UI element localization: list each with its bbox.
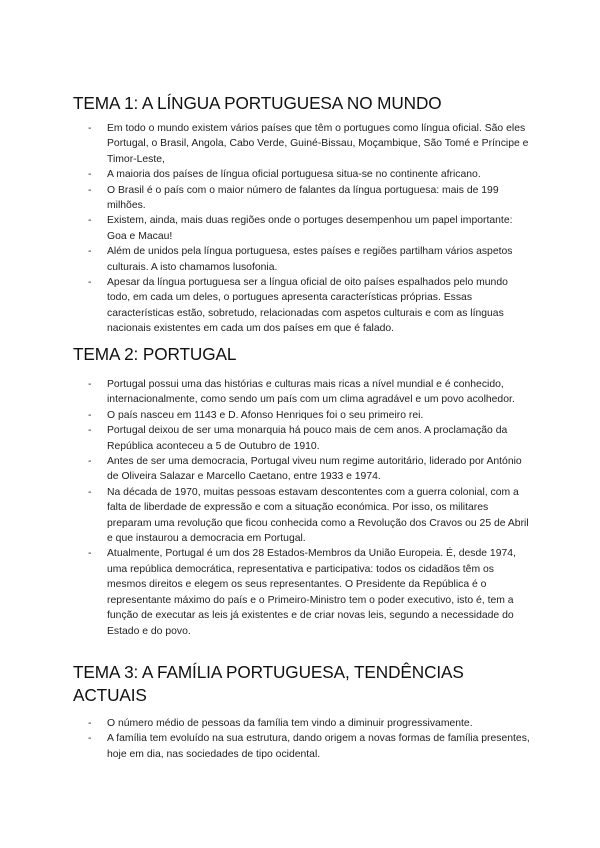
section-title: TEMA 1: A LÍNGUA PORTUGUESA NO MUNDO bbox=[73, 93, 442, 113]
list-item: - Além de unidos pela língua portuguesa, estes países e regiões partilham vários aspetos culturais. A isto chamamos lusofonia. bbox=[73, 244, 533, 275]
list-item: - Portugal deixou de ser uma monarquia há pouco mais de cem anos. A proclamação da República aconteceu a 5 de Outubro de 1910. bbox=[73, 423, 533, 454]
section-tema-3 bbox=[73, 661, 533, 762]
section-title: TEMA 3: A FAMÍLIA PORTUGUESA, TENDÊNCIAS ACTUAIS bbox=[73, 662, 464, 705]
section-title: TEMA 2: PORTUGAL bbox=[73, 344, 237, 364]
list-item: - Portugal possui uma das histórias e culturas mais ricas a nível mundial e é conhecido, internacionalmente, como sendo um país com um clima agradável e um povo acolhedor. bbox=[73, 377, 533, 408]
list-item: - O número médio de pessoas da família tem vindo a diminuir progressivamente. bbox=[73, 716, 533, 731]
bullet-list bbox=[73, 716, 533, 762]
list-item: - Existem, ainda, mais duas regiões onde o portuges desempenhou um papel importante: Goa e Macau! bbox=[73, 213, 533, 244]
bullet-list bbox=[73, 377, 533, 639]
section-tema-1 bbox=[73, 92, 533, 337]
list-item: - O país nasceu em 1143 e D. Afonso Henriques foi o seu primeiro rei. bbox=[73, 408, 533, 423]
list-item: - O Brasil é o país com o maior número de falantes da língua portuguesa: mais de 199 milhões. bbox=[73, 183, 533, 214]
list-item: - Na década de 1970, muitas pessoas estavam descontentes com a guerra colonial, com a falta de liberdade de expressão e com a situação económica. Por isso, os militares preparam uma revolução que ficou conhecida como a Revolução dos Cravos ou 25 de Abril e que instaurou a democracia em Portugal. bbox=[73, 485, 533, 547]
list-item: - A família tem evoluído na sua estrutura, dando origem a novas formas de família presentes, hoje em dia, nas sociedades de tipo ocidental. bbox=[73, 731, 533, 762]
list-item: - A maioria dos países de língua oficial portuguesa situa-se no continente africano. bbox=[73, 167, 533, 182]
list-item: - Em todo o mundo existem vários países que têm o portugues como língua oficial. São eles Portugal, o Brasil, Angola, Cabo Verde, Guiné-Bissau, Moçambique, São Tomé e Príncipe e Timor-Leste, bbox=[73, 121, 533, 167]
section-tema-2 bbox=[73, 343, 533, 639]
bullet-list bbox=[73, 121, 533, 337]
list-item: - Antes de ser uma democracia, Portugal viveu num regime autoritário, liderado por António de Oliveira Salazar e Marcello Caetano, entre 1933 e 1974. bbox=[73, 454, 533, 485]
list-item: - Atualmente, Portugal é um dos 28 Estados-Membros da União Europeia. É, desde 1974, uma república democrática, representativa e participativa: todos os cidadãos têm os mesmos direitos e elegem os seus representantes. O Presidente da República é o representante máximo do país e o Primeiro-Ministro tem o poder executivo, isto é, tem a função de executar as leis já existentes e de criar novas leis, segundo a necessidade do Estado e do povo. bbox=[73, 546, 533, 638]
list-item: - Apesar da língua portuguesa ser a língua oficial de oito países espalhados pelo mundo todo, em cada um deles, o portugues apresenta características próprias. Essas características estão, sobretudo, relacionadas com aspetos culturais e com as línguas nacionais existentes em cada um dos países em que é falado. bbox=[73, 275, 533, 337]
